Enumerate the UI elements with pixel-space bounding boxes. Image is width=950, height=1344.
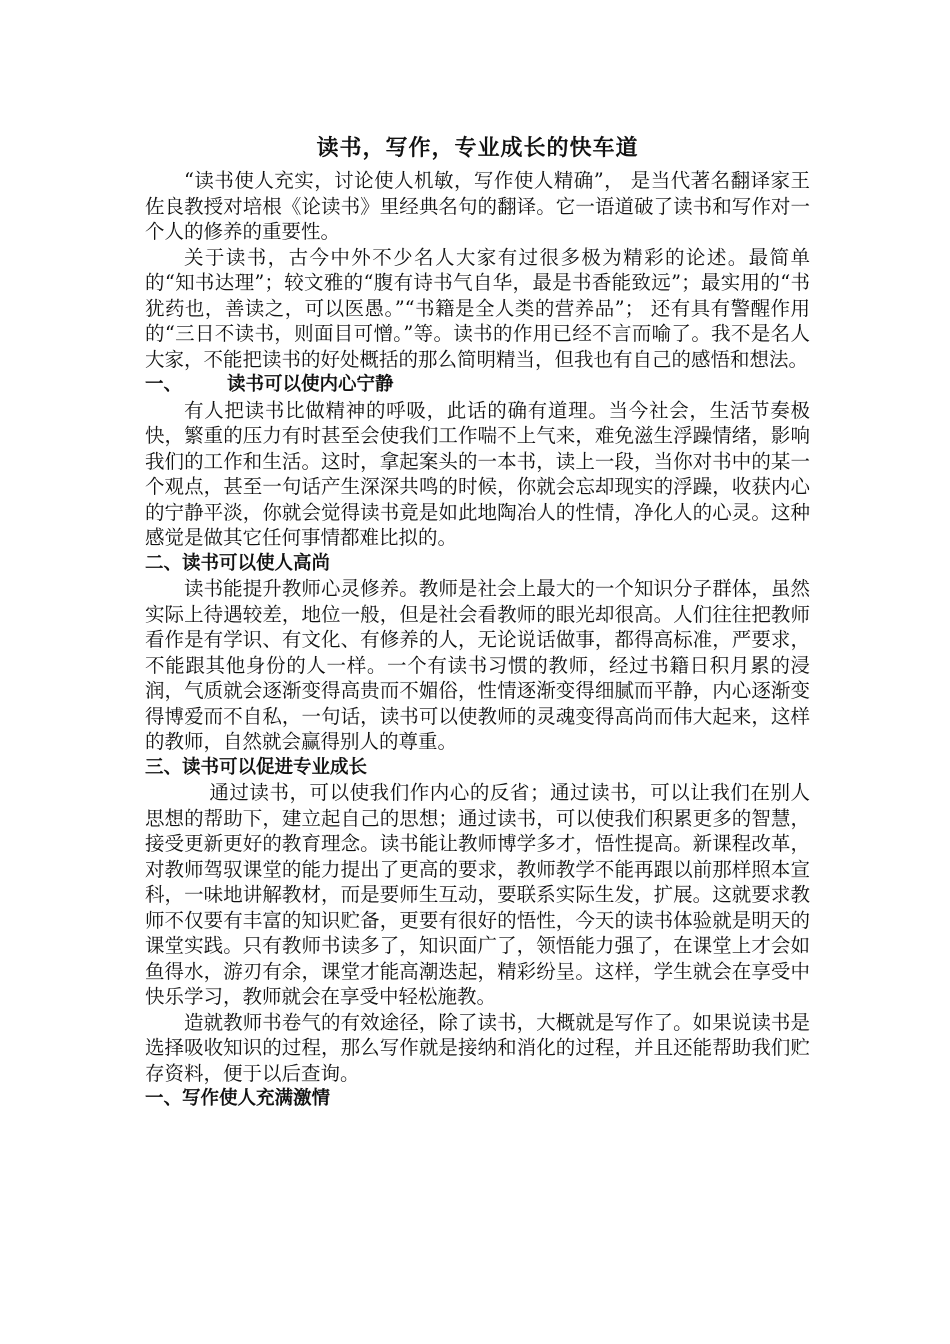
section-title: 读书可以使人高尚 bbox=[182, 552, 331, 574]
section-heading-noble bbox=[145, 551, 810, 577]
section-number: 二、 bbox=[145, 552, 183, 574]
intro-paragraph: “读书使人充实，讨论使人机敏，写作使人精确”， 是当代著名翻译家王佐良教授对培根《论读书》里经典名句的翻译。它一语道破了读书和写作对一个人的修养的重要性。 bbox=[145, 169, 810, 243]
section-number: 三、 bbox=[145, 756, 183, 778]
section-title: 写作使人充满激情 bbox=[182, 1088, 331, 1109]
section-heading-calm bbox=[145, 372, 810, 398]
section-paragraph-noble: 读书能提升教师心灵修养。教师是社会上最大的一个知识分子群体，虽然实际上待遇较差，地位一般，但是社会看教师的眼光却很高。人们往往把教师看作是有学识、有文化、有修养的人，无论说话做事，都得高标准，严要求，不能跟其他身份的人一样。一个有读书习惯的教师，经过书籍日积月累的浸润，气质就会逐渐变得高贵而不媚俗，性情逐渐变得细腻而平静，内心逐渐变得博爱而不自私，一句话，读书可以使教师的灵魂变得高尚而伟大起来，这样的教师，自然就会赢得别人的尊重。 bbox=[145, 577, 810, 753]
document-body bbox=[145, 132, 810, 1112]
section-title: 读书可以使内心宁静 bbox=[227, 374, 394, 395]
section-number: 一、 bbox=[145, 374, 183, 395]
about-reading-paragraph: 关于读书，古今中外不少名人大家有过很多极为精彩的论述。最简单的“知书达理”；较文雅的“腹有诗书气自华，最是书香能致远”；最实用的“书犹药也，善读之，可以医愚。”“书籍是全人类的营养品”； 还有具有警醒作用的“三日不读书，则面目可憎。”等。读书的作用已经不言而喻了。我不是名人大家，不能把读书的好处概括的那么简明精当，但我也有自己的感悟和想法。 bbox=[145, 245, 810, 371]
section-paragraph-calm: 有人把读书比做精神的呼吸，此话的确有道理。当今社会，生活节奏极快，繁重的压力有时甚至会使我们工作喘不上气来，难免滋生浮躁情绪，影响我们的工作和生活。这时，拿起案头的一本书，读上一段，当你对书中的某一个观点，甚至一句话产生深深共鸣的时候，你就会忘却现实的浮躁，收获内心的宁静平淡，你就会觉得读书竟是如此地陶冶人的性情，净化人的心灵。这种感觉是做其它任何事情都难比拟的。 bbox=[145, 398, 810, 549]
section-heading-passion bbox=[145, 1086, 810, 1112]
section-title: 读书可以促进专业成长 bbox=[182, 756, 368, 778]
section-heading-growth bbox=[145, 755, 810, 781]
section-paragraph-growth: 通过读书，可以使我们作内心的反省；通过读书，可以让我们在别人思想的帮助下，建立起自己的思想；通过读书，可以使我们积累更多的智慧，接受更新更好的教育理念。读书能让教师博学多才，悟性提高。新课程改革，对教师驾驭课堂的能力提出了更高的要求，教师教学不能再跟以前那样照本宣科，一味地讲解教材，而是要师生互动，要联系实际生发，扩展。这就要求教师不仅要有丰富的知识贮备，更要有很好的悟性，今天的读书体验就是明天的课堂实践。只有教师书读多了，知识面广了，领悟能力强了，在课堂上才会如鱼得水，游刃有余，课堂才能高潮迭起，精彩纷呈。这样，学生就会在享受中快乐学习，教师就会在享受中轻松施教。 bbox=[145, 781, 810, 1008]
writing-intro-paragraph: 造就教师书卷气的有效途径，除了读书，大概就是写作了。如果说读书是选择吸收知识的过程，那么写作就是接纳和消化的过程，并且还能帮助我们贮存资料，便于以后查询。 bbox=[145, 1010, 810, 1085]
document-title: 读书，写作，专业成长的快车道 bbox=[316, 136, 639, 161]
section-number: 一、 bbox=[145, 1088, 183, 1109]
